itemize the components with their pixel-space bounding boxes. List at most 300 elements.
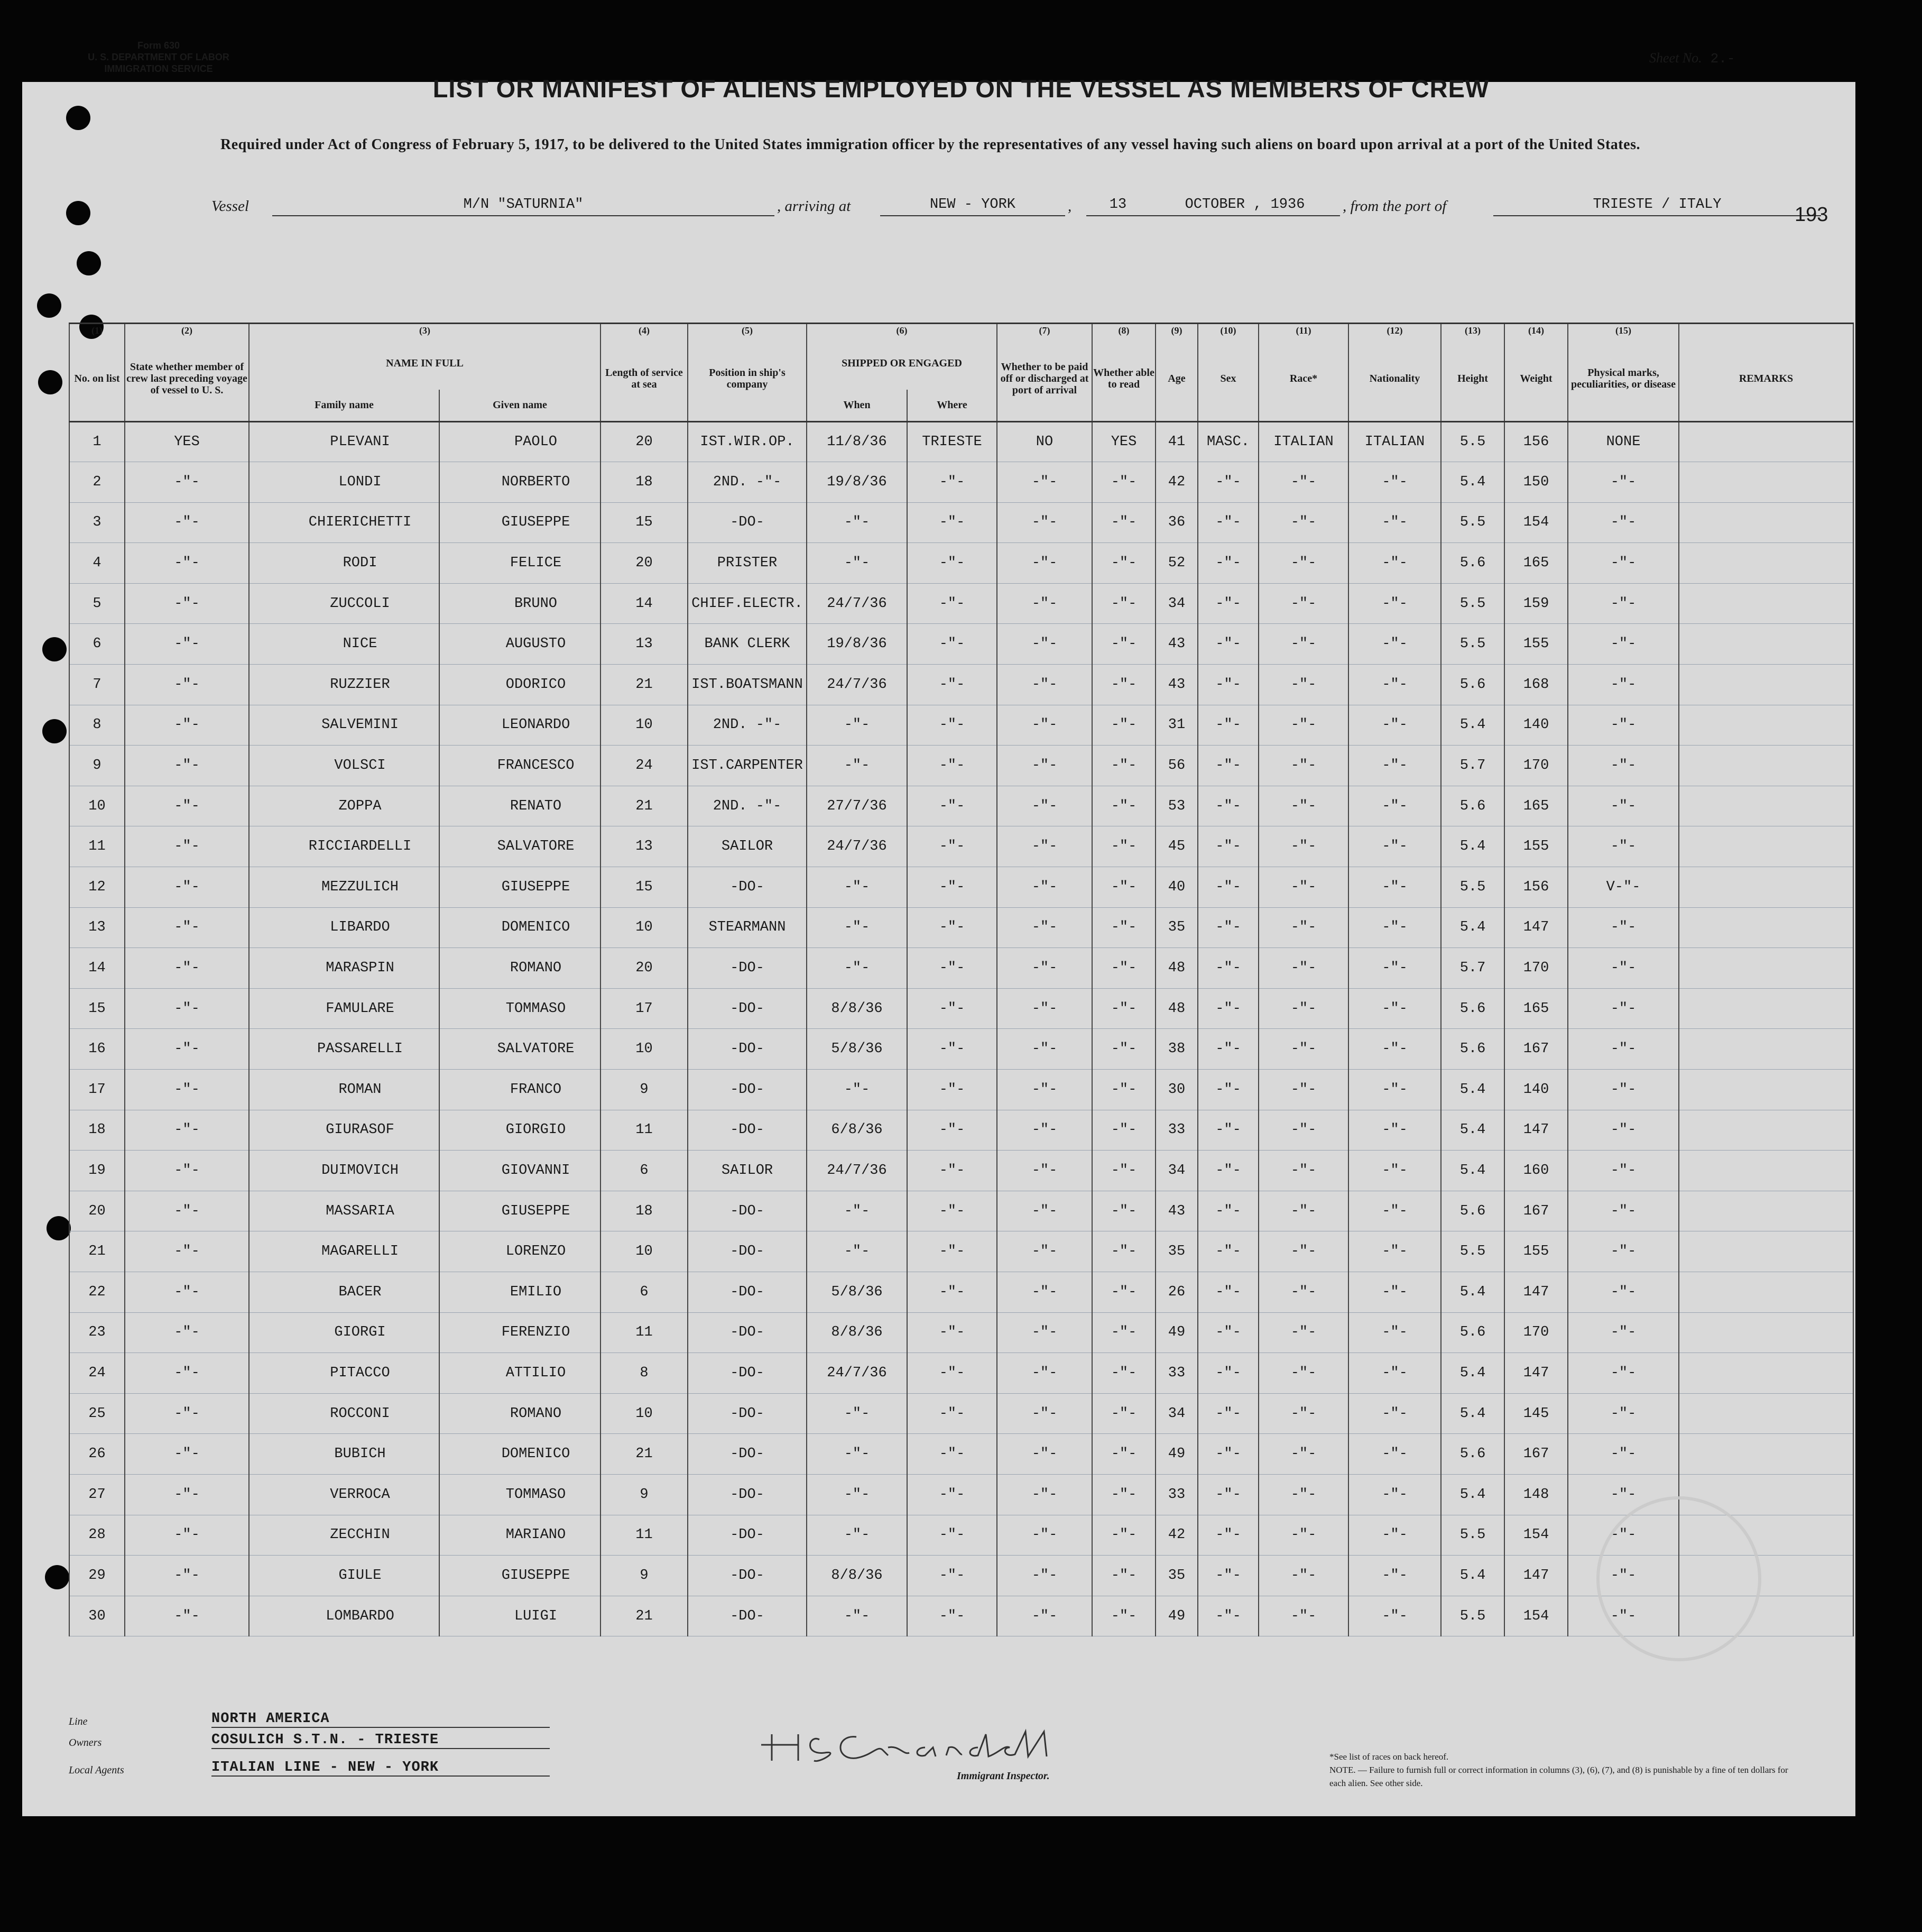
remarks-cell [1679,867,1853,908]
service-length-cell: 18 [600,1191,688,1231]
service-length-cell: 21 [600,786,688,826]
prior-voyage-cell: -"- [125,1596,249,1636]
given-name-cell: LUIGI [439,1596,600,1636]
given-name-cell: GIUSEPPE [439,1556,600,1596]
agents-row [69,1756,544,1777]
height-cell: 5.5 [1441,421,1504,462]
height-cell: 5.4 [1441,1474,1504,1515]
line-label: Line [69,1716,88,1727]
column-number: (1) [69,324,125,337]
shipped-when-cell: -"- [807,543,907,584]
table-row [69,907,1853,948]
sex-cell: -"- [1198,907,1259,948]
paid-off-cell: -"- [997,1110,1092,1151]
race-cell: -"- [1259,1556,1348,1596]
nationality-cell: -"- [1348,1353,1441,1394]
departure-port: TRIESTE / ITALY [1493,194,1821,216]
arrival-port: NEW - YORK [880,194,1065,216]
nationality-cell: -"- [1348,543,1441,584]
column-header: Race* [1259,337,1348,421]
family-name-cell: FAMULARE [249,988,439,1029]
column-subheader: Where [907,390,997,421]
age-cell: 49 [1156,1434,1198,1475]
able-to-read-cell: -"- [1092,1070,1156,1110]
column-header: State whether member of crew last preceding voyage of vessel to U. S. [125,337,249,421]
shipped-where-cell: -"- [907,786,997,826]
height-cell: 5.6 [1441,1434,1504,1475]
crew-manifest-table [69,323,1854,1636]
given-name-cell: MARIANO [439,1515,600,1556]
family-name-cell: NICE [249,624,439,665]
shipped-when-cell: 8/8/36 [807,1312,907,1353]
paid-off-cell: -"- [997,1393,1092,1434]
able-to-read-cell: YES [1092,421,1156,462]
table-row [69,421,1853,462]
shipped-when-cell: 24/7/36 [807,826,907,867]
prior-voyage-cell: -"- [125,1231,249,1272]
height-cell: 5.6 [1441,543,1504,584]
form-number: Form 630 [137,40,180,51]
sex-cell: -"- [1198,1231,1259,1272]
given-name-cell: EMILIO [439,1272,600,1312]
owners-label: Owners [69,1737,102,1749]
able-to-read-cell: -"- [1092,826,1156,867]
nationality-cell: -"- [1348,988,1441,1029]
age-cell: 53 [1156,786,1198,826]
remarks-cell [1679,948,1853,989]
weight-cell: 155 [1504,826,1568,867]
remarks-cell [1679,1272,1853,1312]
remarks-cell [1679,462,1853,503]
column-number: (12) [1348,324,1441,337]
row-number-cell: 13 [69,907,125,948]
given-name-cell: GIUSEPPE [439,502,600,543]
shipped-when-cell: -"- [807,1474,907,1515]
table-row [69,1151,1853,1191]
race-cell: -"- [1259,705,1348,746]
race-cell: -"- [1259,1191,1348,1231]
punch-hole [66,106,90,130]
shipped-where-cell: -"- [907,705,997,746]
paid-off-cell: -"- [997,624,1092,665]
paid-off-cell: -"- [997,867,1092,908]
height-cell: 5.4 [1441,1353,1504,1394]
column-number: (3) [249,324,600,337]
table-body [69,421,1853,1636]
given-name-cell: FELICE [439,543,600,584]
nationality-cell: -"- [1348,1151,1441,1191]
given-name-cell: SALVATORE [439,826,600,867]
remarks-cell [1679,786,1853,826]
age-cell: 43 [1156,624,1198,665]
service-length-cell: 6 [600,1151,688,1191]
paid-off-cell: -"- [997,1353,1092,1394]
nationality-cell: -"- [1348,1434,1441,1475]
race-cell: -"- [1259,1474,1348,1515]
family-name-cell: DUIMOVICH [249,1151,439,1191]
race-cell: -"- [1259,1596,1348,1636]
shipped-when-cell: -"- [807,1191,907,1231]
row-number-cell: 19 [69,1151,125,1191]
nationality-cell: ITALIAN [1348,421,1441,462]
prior-voyage-cell: -"- [125,1191,249,1231]
remarks-cell [1679,1231,1853,1272]
agents-value: ITALIAN LINE - NEW - YORK [211,1760,550,1777]
age-cell: 35 [1156,1556,1198,1596]
able-to-read-cell: -"- [1092,583,1156,624]
service-length-cell: 10 [600,907,688,948]
punch-hole [47,1216,71,1240]
remarks-cell [1679,624,1853,665]
remarks-cell [1679,826,1853,867]
table-row [69,502,1853,543]
height-cell: 5.5 [1441,583,1504,624]
official-stamp [1596,1496,1761,1661]
family-name-cell: PITACCO [249,1353,439,1394]
given-name-cell: AUGUSTO [439,624,600,665]
service-length-cell: 20 [600,948,688,989]
race-cell: -"- [1259,1151,1348,1191]
physical-marks-cell: -"- [1568,1070,1679,1110]
position-cell: -DO- [688,1191,807,1231]
vessel-label: Vessel [211,198,249,215]
service-length-cell: 15 [600,502,688,543]
age-cell: 26 [1156,1272,1198,1312]
position-cell: -DO- [688,1070,807,1110]
able-to-read-cell: -"- [1092,948,1156,989]
line-row [69,1708,544,1728]
weight-cell: 155 [1504,624,1568,665]
family-name-cell: PLEVANI [249,421,439,462]
prior-voyage-cell: -"- [125,1070,249,1110]
shipped-where-cell: -"- [907,502,997,543]
sex-cell: -"- [1198,462,1259,503]
weight-cell: 168 [1504,665,1568,705]
remarks-cell [1679,1110,1853,1151]
position-cell: -DO- [688,1515,807,1556]
table-row [69,705,1853,746]
owners-row [69,1729,544,1749]
table-row [69,786,1853,826]
table-row [69,1434,1853,1475]
column-header: Length of service at sea [600,337,688,421]
able-to-read-cell: -"- [1092,1596,1156,1636]
shipped-where-cell: -"- [907,543,997,584]
prior-voyage-cell: -"- [125,583,249,624]
able-to-read-cell: -"- [1092,746,1156,786]
physical-marks-cell: -"- [1568,1434,1679,1475]
service-length-cell: 24 [600,746,688,786]
paid-off-cell: -"- [997,746,1092,786]
row-number-cell: 6 [69,624,125,665]
race-cell: -"- [1259,867,1348,908]
paid-off-cell: -"- [997,1312,1092,1353]
column-header: Weight [1504,337,1568,421]
able-to-read-cell: -"- [1092,1029,1156,1070]
family-name-cell: GIORGI [249,1312,439,1353]
race-cell: -"- [1259,1110,1348,1151]
height-cell: 5.5 [1441,1596,1504,1636]
shipped-where-cell: -"- [907,746,997,786]
sheet-number-label: Sheet No. [1649,50,1702,66]
physical-marks-cell: -"- [1568,583,1679,624]
line-value: NORTH AMERICA [211,1711,550,1728]
nationality-cell: -"- [1348,1110,1441,1151]
physical-marks-cell: -"- [1568,1474,1679,1515]
family-name-cell: RICCIARDELLI [249,826,439,867]
given-name-cell: FRANCESCO [439,746,600,786]
position-cell: -DO- [688,867,807,908]
sex-cell: -"- [1198,786,1259,826]
nationality-cell: -"- [1348,502,1441,543]
sex-cell: -"- [1198,1151,1259,1191]
race-cell: -"- [1259,1070,1348,1110]
service-length-cell: 14 [600,583,688,624]
paid-off-cell: -"- [997,1596,1092,1636]
row-number-cell: 4 [69,543,125,584]
column-number: (9) [1156,324,1198,337]
nationality-cell: -"- [1348,624,1441,665]
position-cell: 2ND. -"- [688,786,807,826]
nationality-cell: -"- [1348,1070,1441,1110]
column-number [1679,324,1853,337]
physical-marks-cell: -"- [1568,1596,1679,1636]
physical-marks-cell: -"- [1568,786,1679,826]
family-name-cell: VOLSCI [249,746,439,786]
column-number: (13) [1441,324,1504,337]
row-number-cell: 10 [69,786,125,826]
given-name-cell: FERENZIO [439,1312,600,1353]
physical-marks-cell: -"- [1568,1515,1679,1556]
shipped-where-cell: -"- [907,1191,997,1231]
physical-marks-cell: -"- [1568,907,1679,948]
column-header: Whether to be paid off or discharged at port of arrival [997,337,1092,421]
row-number-cell: 11 [69,826,125,867]
race-cell: -"- [1259,948,1348,989]
age-cell: 41 [1156,421,1198,462]
family-name-cell: ZOPPA [249,786,439,826]
column-header: Age [1156,337,1198,421]
position-cell: -DO- [688,1312,807,1353]
from-label: , from the port of [1343,198,1447,215]
given-name-cell: GIORGIO [439,1110,600,1151]
prior-voyage-cell: -"- [125,665,249,705]
race-cell: -"- [1259,1231,1348,1272]
family-name-cell: GIURASOF [249,1110,439,1151]
sex-cell: -"- [1198,1191,1259,1231]
sex-cell: -"- [1198,1070,1259,1110]
column-header: NAME IN FULL [249,337,600,390]
height-cell: 5.6 [1441,988,1504,1029]
height-cell: 5.4 [1441,462,1504,503]
remarks-cell [1679,502,1853,543]
paid-off-cell: -"- [997,1070,1092,1110]
shipped-where-cell: -"- [907,907,997,948]
position-cell: CHIEF.ELECTR. [688,583,807,624]
able-to-read-cell: -"- [1092,988,1156,1029]
age-cell: 33 [1156,1353,1198,1394]
service-length-cell: 10 [600,1393,688,1434]
row-number-cell: 1 [69,421,125,462]
age-cell: 31 [1156,705,1198,746]
height-cell: 5.4 [1441,1151,1504,1191]
service-length-cell: 6 [600,1272,688,1312]
weight-cell: 147 [1504,1110,1568,1151]
paid-off-cell: -"- [997,583,1092,624]
footnote [1329,1750,1805,1790]
weight-cell: 150 [1504,462,1568,503]
age-cell: 34 [1156,1393,1198,1434]
shipped-when-cell: -"- [807,1070,907,1110]
punch-hole [77,251,101,275]
physical-marks-cell: -"- [1568,1556,1679,1596]
family-name-cell: CHIERICHETTI [249,502,439,543]
given-name-cell: TOMMASO [439,988,600,1029]
able-to-read-cell: -"- [1092,1191,1156,1231]
prior-voyage-cell: -"- [125,1393,249,1434]
column-subheader: Family name [249,390,439,421]
given-name-cell: GIUSEPPE [439,867,600,908]
table-row [69,1556,1853,1596]
service-length-cell: 9 [600,1556,688,1596]
race-cell: -"- [1259,624,1348,665]
shipped-where-cell: -"- [907,462,997,503]
sex-cell: -"- [1198,502,1259,543]
remarks-cell [1679,665,1853,705]
column-number: (7) [997,324,1092,337]
nationality-cell: -"- [1348,1556,1441,1596]
shipped-where-cell: -"- [907,1151,997,1191]
position-cell: -DO- [688,1110,807,1151]
shipped-where-cell: -"- [907,1029,997,1070]
age-cell: 52 [1156,543,1198,584]
sex-cell: -"- [1198,1596,1259,1636]
service-length-cell: 13 [600,826,688,867]
physical-marks-cell: -"- [1568,826,1679,867]
arrival-month-year: OCTOBER , 1936 [1150,194,1340,216]
height-cell: 5.4 [1441,826,1504,867]
service-length-cell: 20 [600,543,688,584]
table-row [69,1353,1853,1394]
table-row [69,1191,1853,1231]
remarks-cell [1679,1353,1853,1394]
weight-cell: 147 [1504,1556,1568,1596]
height-cell: 5.5 [1441,502,1504,543]
column-header: Whether able to read [1092,337,1156,421]
remarks-cell [1679,988,1853,1029]
given-name-cell: DOMENICO [439,1434,600,1475]
height-cell: 5.4 [1441,1110,1504,1151]
family-name-cell: MASSARIA [249,1191,439,1231]
column-number: (10) [1198,324,1259,337]
prior-voyage-cell: -"- [125,1434,249,1475]
shipped-where-cell: -"- [907,867,997,908]
sex-cell: -"- [1198,746,1259,786]
column-header: Height [1441,337,1504,421]
prior-voyage-cell: -"- [125,1151,249,1191]
paid-off-cell: -"- [997,665,1092,705]
remarks-cell [1679,1151,1853,1191]
given-name-cell: PAOLO [439,421,600,462]
table-row [69,1596,1853,1636]
position-cell: 2ND. -"- [688,462,807,503]
row-number-cell: 21 [69,1231,125,1272]
position-cell: 2ND. -"- [688,705,807,746]
family-name-cell: ROMAN [249,1070,439,1110]
paid-off-cell: -"- [997,826,1092,867]
position-cell: -DO- [688,1231,807,1272]
race-cell: -"- [1259,462,1348,503]
shipped-where-cell: -"- [907,826,997,867]
nationality-cell: -"- [1348,1596,1441,1636]
age-cell: 34 [1156,583,1198,624]
paid-off-cell: -"- [997,1272,1092,1312]
position-cell: BANK CLERK [688,624,807,665]
row-number-cell: 16 [69,1029,125,1070]
service-length-cell: 9 [600,1474,688,1515]
inspector-label: Immigrant Inspector. [957,1770,1050,1782]
family-name-cell: PASSARELLI [249,1029,439,1070]
able-to-read-cell: -"- [1092,1515,1156,1556]
paid-off-cell: -"- [997,1191,1092,1231]
height-cell: 5.6 [1441,1191,1504,1231]
shipped-when-cell: 8/8/36 [807,1556,907,1596]
prior-voyage-cell: -"- [125,1110,249,1151]
given-name-cell: GIOVANNI [439,1151,600,1191]
row-number-cell: 30 [69,1596,125,1636]
physical-marks-cell: -"- [1568,705,1679,746]
remarks-cell [1679,907,1853,948]
height-cell: 5.7 [1441,948,1504,989]
paid-off-cell: -"- [997,1556,1092,1596]
race-cell: -"- [1259,988,1348,1029]
table-row [69,1515,1853,1556]
shipped-when-cell: 5/8/36 [807,1029,907,1070]
able-to-read-cell: -"- [1092,1393,1156,1434]
position-cell: SAILOR [688,826,807,867]
nationality-cell: -"- [1348,1191,1441,1231]
shipped-where-cell: -"- [907,1070,997,1110]
service-length-cell: 15 [600,867,688,908]
prior-voyage-cell: -"- [125,624,249,665]
shipped-where-cell: -"- [907,1434,997,1475]
paid-off-cell: -"- [997,543,1092,584]
given-name-cell: ROMANO [439,1393,600,1434]
table-row [69,1312,1853,1353]
weight-cell: 170 [1504,1312,1568,1353]
able-to-read-cell: -"- [1092,665,1156,705]
punch-hole [45,1565,69,1589]
column-header: Position in ship's company [688,337,807,421]
age-cell: 33 [1156,1110,1198,1151]
weight-cell: 156 [1504,421,1568,462]
prior-voyage-cell: -"- [125,907,249,948]
sex-cell: -"- [1198,1474,1259,1515]
shipped-where-cell: -"- [907,1312,997,1353]
weight-cell: 167 [1504,1029,1568,1070]
shipped-where-cell: -"- [907,1353,997,1394]
position-cell: -DO- [688,1596,807,1636]
shipped-when-cell: -"- [807,746,907,786]
footnote-races: *See list of races on back hereof. [1329,1752,1449,1762]
column-number: (2) [125,324,249,337]
page-number: 193 [1795,204,1828,226]
paid-off-cell: -"- [997,907,1092,948]
sex-cell: -"- [1198,948,1259,989]
shipped-where-cell: -"- [907,948,997,989]
given-name-cell: FRANCO [439,1070,600,1110]
position-cell: -DO- [688,1474,807,1515]
